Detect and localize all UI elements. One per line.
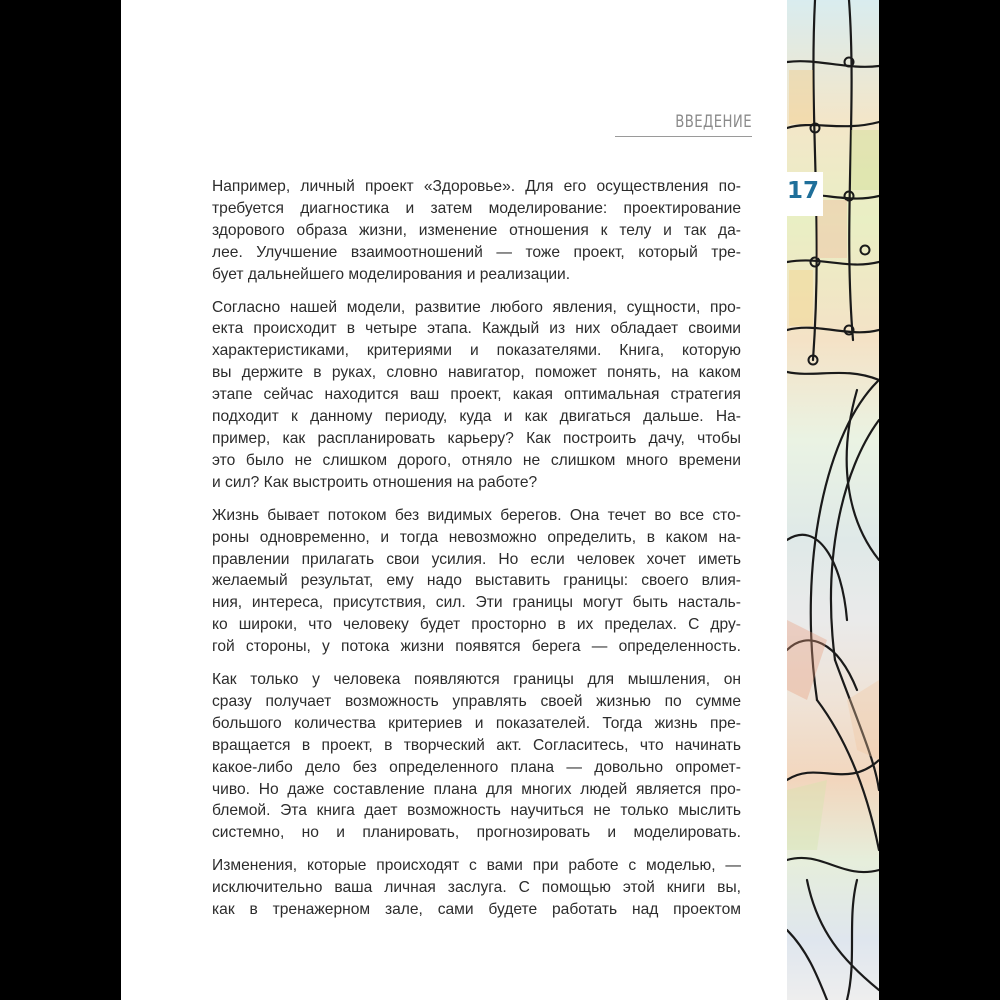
text-line: ко широки, что человеку будет просторно в их пределах. С дру- — [212, 616, 741, 634]
text-line: ния, интереса, присутствия, сил. Эти границы могут быть насталь- — [212, 594, 741, 612]
text-line: гой стороны, у потока жизни появятся берега — определенность. — [212, 638, 741, 656]
section-header: ВВЕДЕНИЕ — [675, 112, 752, 132]
text-line: этапе сейчас находится ваш проект, какая оптимальная стратегия — [212, 386, 741, 404]
text-line: правлении прилагать свои усилия. Но если человек хочет иметь — [212, 550, 741, 568]
text-line: характеристиками, критериями и показателями. Книга, которую — [212, 342, 741, 360]
text-line: чиво. Но даже составление плана для многих людей является про- — [212, 780, 741, 798]
stained-glass-illustration — [787, 0, 879, 1000]
text-line: вращается в проект, в творческий акт. Согласитесь, что начинать — [212, 736, 741, 754]
header-divider — [615, 136, 752, 137]
text-line: бует дальнейшего моделирования и реализации. — [212, 265, 571, 283]
text-line: Согласно нашей модели, развитие любого явления, сущности, про- — [212, 298, 741, 316]
text-line: блемой. Эта книга дает возможность научиться не только мыслить — [212, 802, 741, 820]
text-line: здорового образа жизни, изменение отношения к телу и так да- — [212, 221, 741, 239]
text-line: роны одновременно, и тогда невозможно определить, в каком на- — [212, 528, 741, 546]
paragraph-2 — [212, 297, 741, 494]
text-line: исключительно ваша личная заслуга. С помощью этой книги вы, — [212, 879, 741, 897]
paragraph-5 — [212, 855, 741, 921]
body-text — [212, 176, 741, 932]
text-line: системно, но и планировать, прогнозировать и моделировать. — [212, 824, 741, 842]
text-line: желаемый результат, ему надо выставить границы: своего влия- — [212, 572, 741, 590]
paragraph-4 — [212, 669, 741, 844]
text-line: Жизнь бывает потоком без видимых берегов. Она течет во все сто- — [212, 506, 741, 524]
text-line: и сил? Как выстроить отношения на работе? — [212, 473, 538, 491]
text-line: это было не слишком дорого, отняло не слишком много времени — [212, 451, 741, 469]
paragraph-1 — [212, 176, 741, 286]
text-line: Изменения, которые происходят с вами при работе с моделью, — — [212, 857, 741, 875]
page-number: 17 — [787, 178, 820, 204]
illustration-strip — [787, 0, 879, 1000]
text-line: Как только у человека появляются границы для мышления, он — [212, 671, 741, 689]
text-line: лее. Улучшение взаимоотношений — тоже проект, который тре- — [212, 243, 741, 261]
text-line: как в тренажерном зале, сами будете работать над проектом — [212, 901, 741, 919]
text-line: екта происходит в четыре этапа. Каждый из них обладает своими — [212, 320, 741, 338]
text-line: сразу получает возможность управлять своей жизнью по сумме — [212, 692, 741, 710]
text-line: большого количества критериев и показателей. Тогда жизнь пре- — [212, 714, 741, 732]
text-line: вы держите в руках, словно навигатор, поможет понять, на каком — [212, 364, 741, 382]
text-line: требуется диагностика и затем моделирование: проектирование — [212, 199, 741, 217]
text-line: Например, личный проект «Здоровье». Для его осуществления по- — [212, 178, 741, 195]
text-line: какое-либо дело без определенного плана — довольно опромет- — [212, 758, 741, 776]
text-line: пример, как распланировать карьеру? Как построить дачу, чтобы — [212, 429, 741, 447]
text-line: подходит к данному периоду, куда и как двигаться дальше. На- — [212, 408, 741, 426]
paragraph-3 — [212, 505, 741, 658]
book-page — [121, 0, 879, 1000]
